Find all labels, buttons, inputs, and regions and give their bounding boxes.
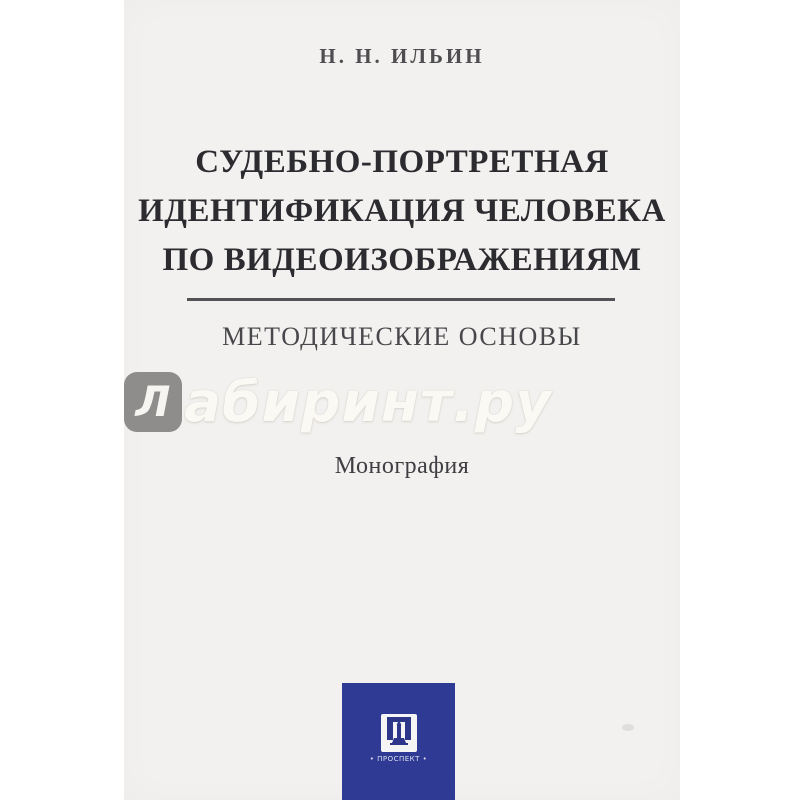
labirint-watermark [124,368,552,432]
title-line-1: СУДЕБНО-ПОРТРЕТНАЯ [195,144,609,180]
prospekt-logo [381,714,417,752]
prospekt-gate-icon [384,715,414,752]
watermark-text: абиринт.ру [184,370,552,434]
title-line-2: ИДЕНТИФИКАЦИЯ ЧЕЛОВЕКА [138,193,666,229]
publisher-name-text: • ПРОСПЕКТ • [369,755,428,763]
labirint-badge-letter: Л [135,376,171,426]
smudge-mark [622,724,634,731]
subtitle-text: МЕТОДИЧЕСКИЕ ОСНОВЫ [222,322,582,351]
divider-rule [187,298,615,301]
book-title [124,138,680,285]
author-name: Н. Н. ИЛЬИН [319,44,485,68]
edition-type-text: Монография [334,453,470,479]
publisher-band [342,683,455,800]
title-line-3: ПО ВИДЕОИЗОБРАЖЕНИЯМ [162,242,642,278]
labirint-badge-icon [124,372,182,432]
